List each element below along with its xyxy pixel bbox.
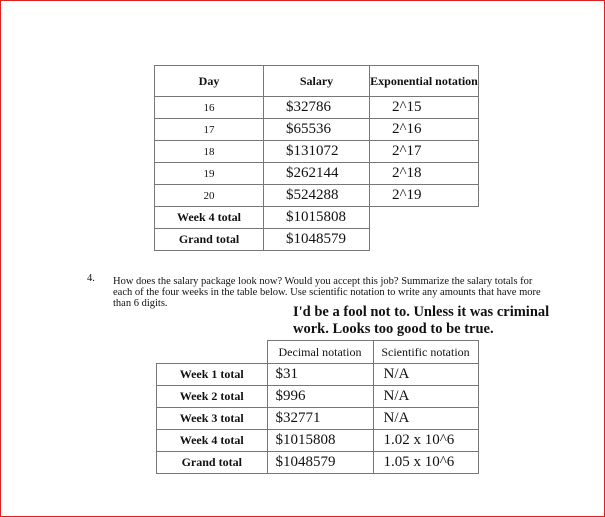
row-label: Week 1 total bbox=[157, 364, 268, 386]
exponent-cell: 2^15 bbox=[370, 97, 479, 119]
grand-total-value: $1048579 bbox=[264, 229, 370, 251]
row-label: Week 2 total bbox=[157, 386, 268, 408]
decimal-cell: $32771 bbox=[267, 408, 373, 430]
week-total-label: Week 4 total bbox=[155, 207, 264, 229]
salary-cell: $65536 bbox=[264, 119, 370, 141]
salary-cell: $524288 bbox=[264, 185, 370, 207]
grand-total-row bbox=[155, 229, 479, 251]
table-row bbox=[155, 163, 479, 185]
header-decimal: Decimal notation bbox=[267, 341, 373, 364]
exponent-cell: 2^16 bbox=[370, 119, 479, 141]
question-text: How does the salary package look now? Would you accept this job? Summarize the salary totals for each of the four weeks in the table below. Use scientific notation to write any amounts that have more than 6 digits. bbox=[113, 276, 541, 309]
header-day: Day bbox=[155, 66, 264, 97]
header-scientific: Scientific notation bbox=[373, 341, 478, 364]
scientific-cell: N/A bbox=[373, 386, 478, 408]
exponent-cell: 2^17 bbox=[370, 141, 479, 163]
row-label: Grand total bbox=[157, 452, 268, 474]
table-row bbox=[155, 185, 479, 207]
scientific-cell: 1.05 x 10^6 bbox=[373, 452, 478, 474]
decimal-cell: $1015808 bbox=[267, 430, 373, 452]
table-row bbox=[155, 97, 479, 119]
table-row bbox=[157, 430, 479, 452]
week-total-row bbox=[155, 207, 479, 229]
salary-cell: $262144 bbox=[264, 163, 370, 185]
scientific-cell: N/A bbox=[373, 408, 478, 430]
day-cell: 18 bbox=[155, 141, 264, 163]
decimal-cell: $996 bbox=[267, 386, 373, 408]
table-row bbox=[157, 386, 479, 408]
table-row bbox=[157, 408, 479, 430]
answer-text: I'd be a fool not to. Unless it was criminal work. Looks too good to be true. bbox=[293, 304, 550, 337]
header-exponential: Exponential notation bbox=[370, 66, 479, 97]
row-label: Week 3 total bbox=[157, 408, 268, 430]
week-total-value: $1015808 bbox=[264, 207, 370, 229]
day-cell: 19 bbox=[155, 163, 264, 185]
header-salary: Salary bbox=[264, 66, 370, 97]
question-number: 4. bbox=[87, 273, 95, 284]
table-row bbox=[155, 119, 479, 141]
decimal-cell: $31 bbox=[267, 364, 373, 386]
grand-total-label: Grand total bbox=[155, 229, 264, 251]
day-cell: 17 bbox=[155, 119, 264, 141]
exponent-cell: 2^19 bbox=[370, 185, 479, 207]
scientific-cell: 1.02 x 10^6 bbox=[373, 430, 478, 452]
exponent-cell: 2^18 bbox=[370, 163, 479, 185]
row-label: Week 4 total bbox=[157, 430, 268, 452]
salary-table bbox=[154, 65, 479, 251]
table-row bbox=[157, 364, 479, 386]
day-cell: 16 bbox=[155, 97, 264, 119]
day-cell: 20 bbox=[155, 185, 264, 207]
salary-cell: $131072 bbox=[264, 141, 370, 163]
salary-cell: $32786 bbox=[264, 97, 370, 119]
scientific-cell: N/A bbox=[373, 364, 478, 386]
table-row bbox=[155, 141, 479, 163]
weekly-totals-table bbox=[156, 340, 479, 474]
table-row bbox=[157, 452, 479, 474]
decimal-cell: $1048579 bbox=[267, 452, 373, 474]
